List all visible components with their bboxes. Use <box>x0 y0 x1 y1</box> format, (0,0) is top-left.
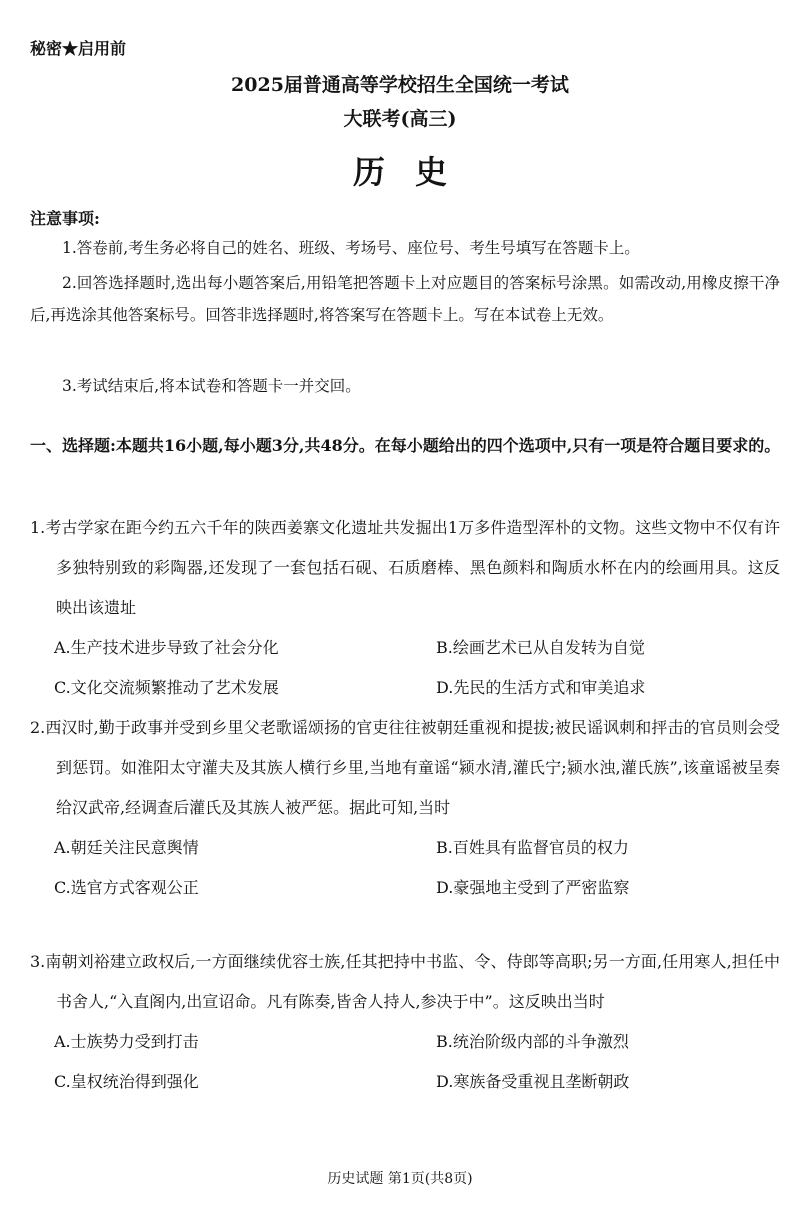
option-a[interactable]: A.朝廷关注民意舆情 <box>54 838 199 857</box>
option-c[interactable]: C.文化交流频繁推动了艺术发展 <box>54 678 279 697</box>
option-d[interactable]: D.寒族备受重视且垄断朝政 <box>436 1072 630 1091</box>
question-3 <box>30 942 780 1102</box>
option-c[interactable]: C.皇权统治得到强化 <box>54 1072 199 1091</box>
exam-title: 2025届普通高等学校招生全国统一考试 <box>231 74 569 96</box>
option-b[interactable]: B.绘画艺术已从自发转为自觉 <box>436 638 645 657</box>
option-a[interactable]: A.生产技术进步导致了社会分化 <box>54 638 279 657</box>
question-2 <box>30 708 780 908</box>
option-grid <box>30 628 780 708</box>
option-c[interactable]: C.选官方式客观公正 <box>54 878 199 897</box>
section-heading: 一、选择题:本题共16小题,每小题3分,共48分。在每小题给出的四个选项中,只有一项是符合题目要求的。 <box>30 436 781 455</box>
notice-item-1: 1.答卷前,考生务必将自己的姓名、班级、考场号、座位号、考生号填写在答题卡上。 <box>62 239 640 257</box>
notice-heading: 注意事项: <box>30 209 100 228</box>
notice-item-2: 2.回答选择题时,选出每小题答案后,用铅笔把答题卡上对应题目的答案标号涂黑。如需改动,用橡皮擦干净后,再选涂其他答案标号。回答非选择题时,将答案写在答题卡上。写在本试卷上无效。 <box>30 274 780 324</box>
option-grid <box>30 1022 780 1102</box>
exam-subtitle: 大联考(高三) <box>343 108 457 130</box>
question-stem: 1.考古学家在距今约五六千年的陕西姜寨文化遗址共发掘出1万多件造型浑朴的文物。这些文物中不仅有许多独特别致的彩陶器,还发现了一套包括石砚、石质磨棒、黑色颜料和陶质水杯在内的绘画用具。这反映出该遗址 <box>30 518 780 617</box>
option-b[interactable]: B.百姓具有监督官员的权力 <box>436 838 629 857</box>
question-1 <box>30 508 780 708</box>
question-stem: 2.西汉时,勤于政事并受到乡里父老歌谣颂扬的官吏往往被朝廷重视和提拔;被民谣讽刺和抨击的官员则会受到惩罚。如淮阳太守灌夫及其族人横行乡里,当地有童谣“颍水清,灌氏宁;颍水浊,灌氏族”,该童谣被呈奏给汉武帝,经调查后灌氏及其族人被严惩。据此可知,当时 <box>30 718 780 817</box>
page-footer: 历史试题 第1页(共8页) <box>327 1171 473 1187</box>
option-d[interactable]: D.先民的生活方式和审美追求 <box>436 678 646 697</box>
option-a[interactable]: A.士族势力受到打击 <box>54 1032 199 1051</box>
option-grid <box>30 828 780 908</box>
option-d[interactable]: D.豪强地主受到了严密监察 <box>436 878 630 897</box>
question-stem: 3.南朝刘裕建立政权后,一方面继续优容士族,任其把持中书监、令、侍郎等高职;另一方面,任用寒人,担任中书舍人,“入直阁内,出宣诏命。凡有陈奏,皆舍人持人,参决于中”。这反映出当时 <box>30 952 780 1011</box>
option-b[interactable]: B.统治阶级内部的斗争激烈 <box>436 1032 629 1051</box>
subject-title: 历史 <box>352 153 477 191</box>
notice-item-3: 3.考试结束后,将本试卷和答题卡一并交回。 <box>62 377 361 395</box>
confidential-label: 秘密★启用前 <box>30 39 127 58</box>
